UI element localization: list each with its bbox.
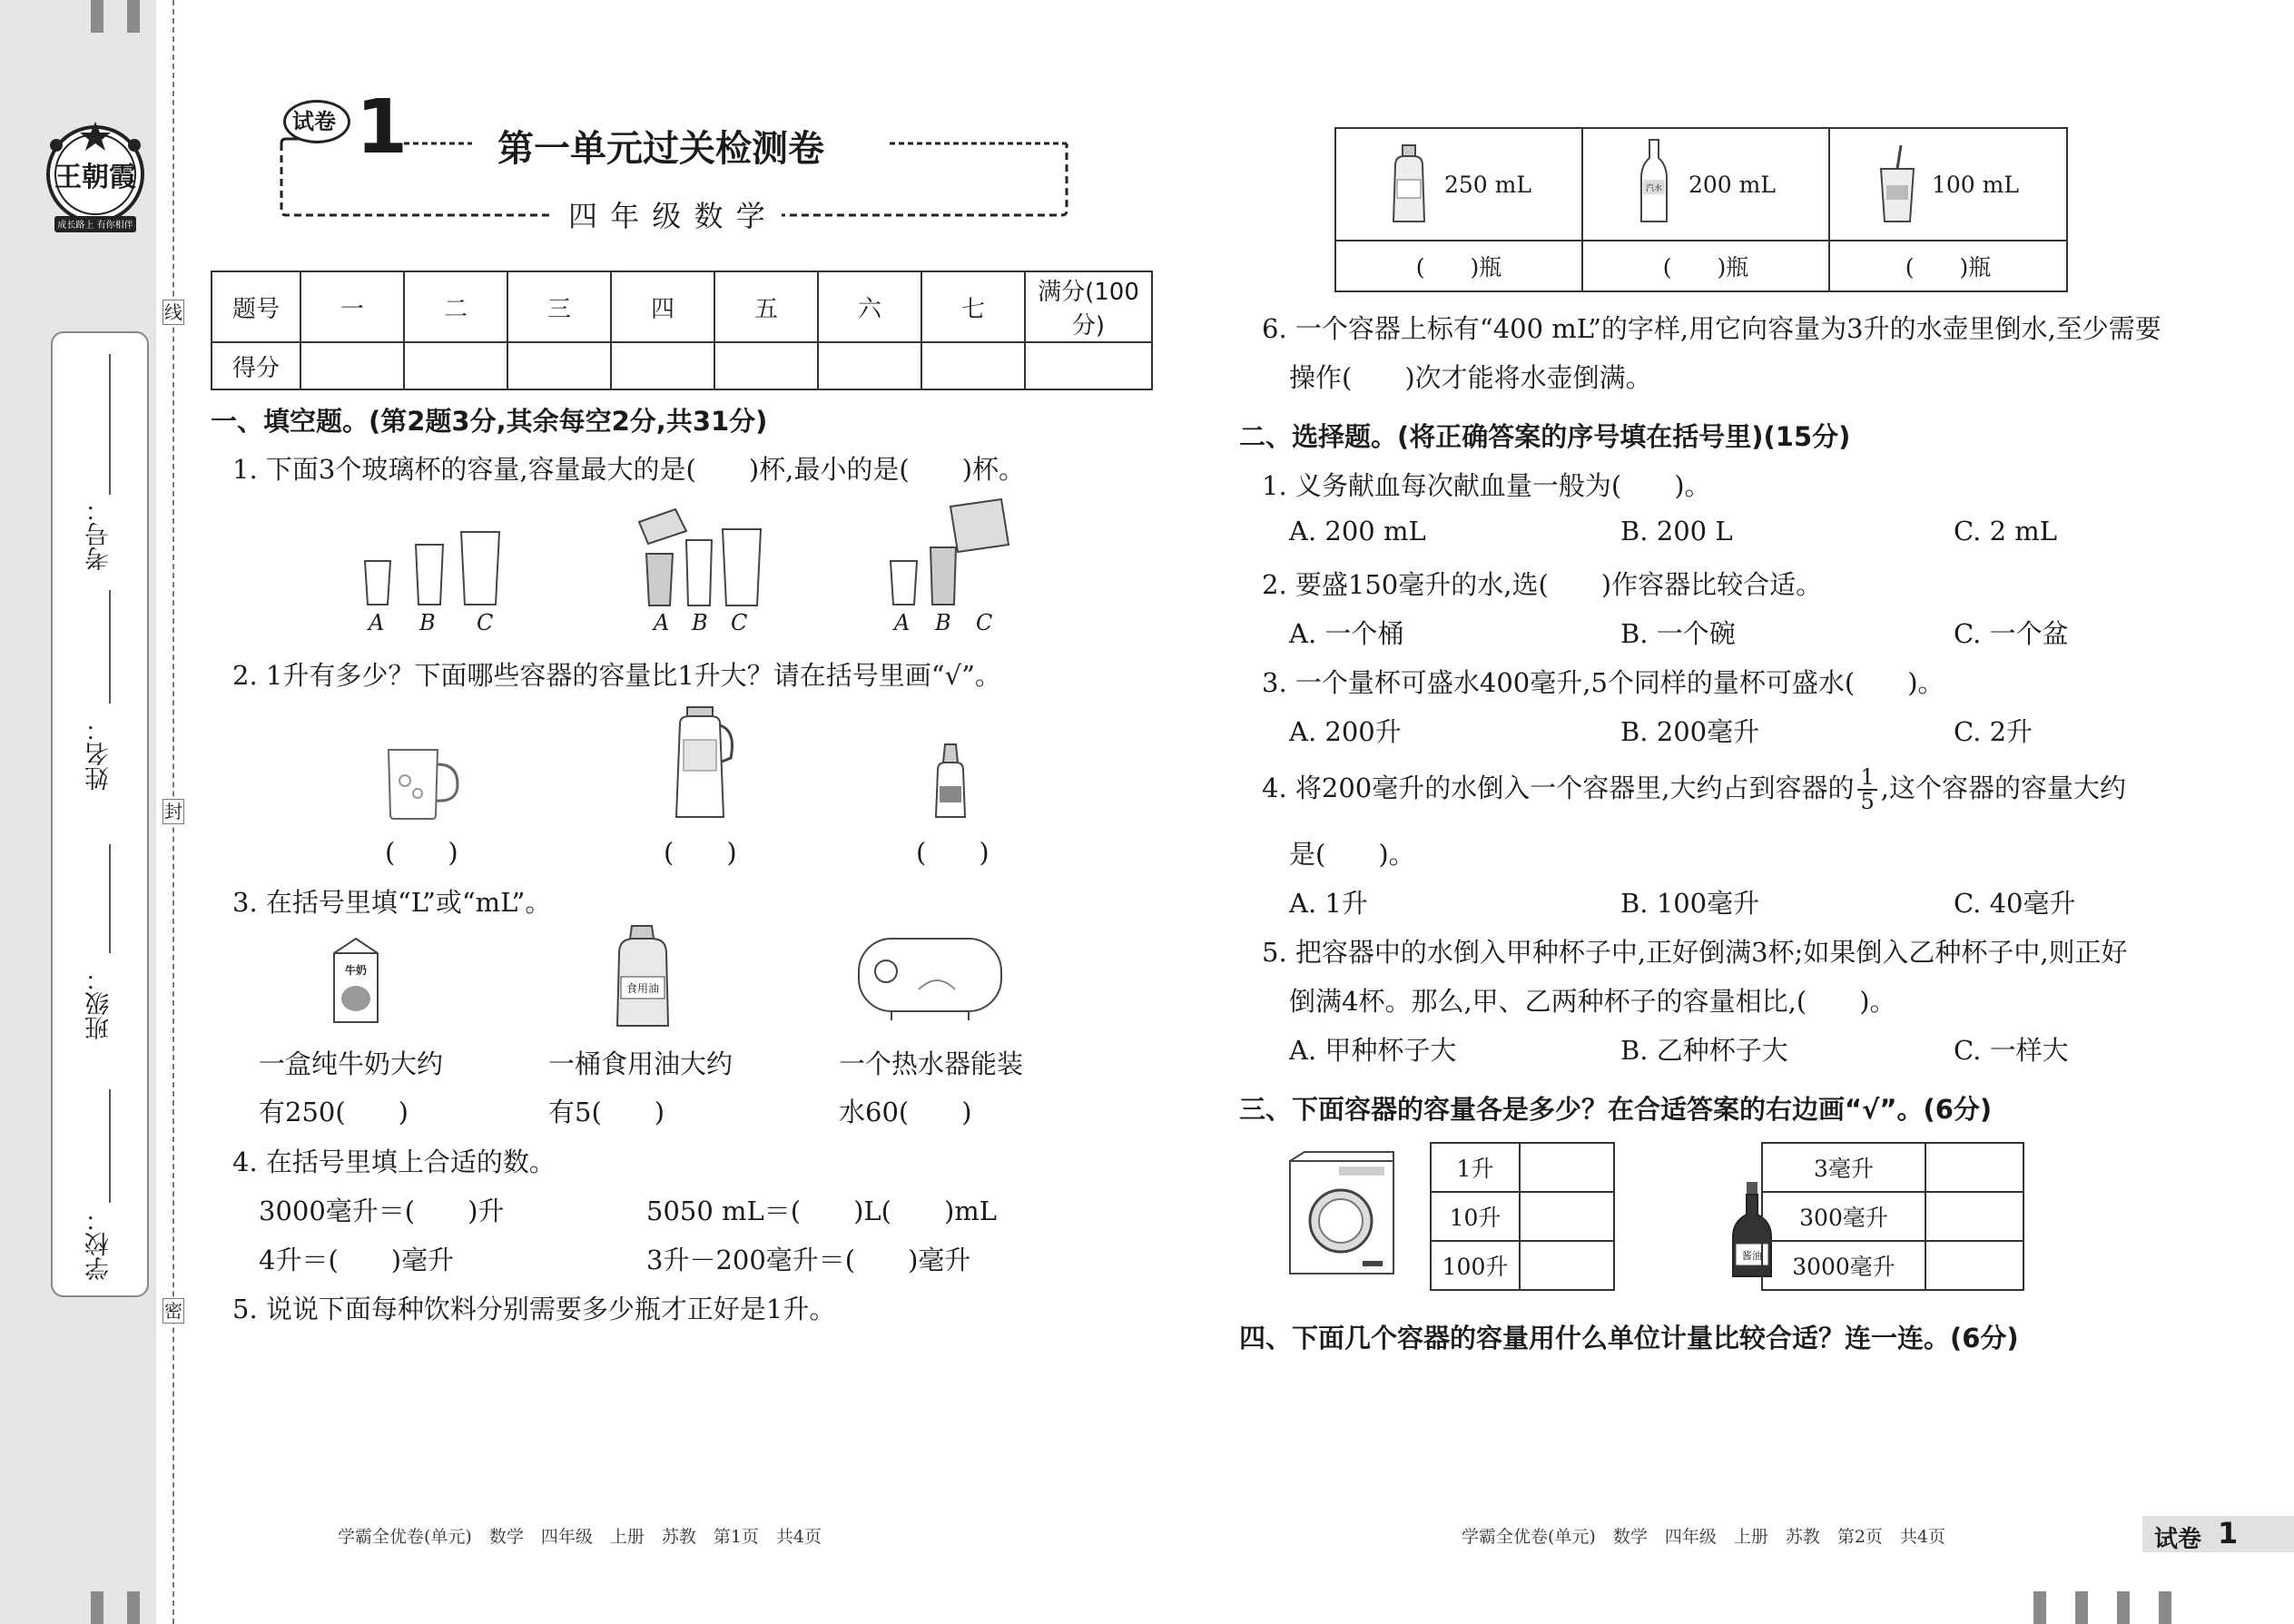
q3-item-1-line2[interactable]: 有250( ) — [259, 1097, 409, 1127]
q3-item-2-line2[interactable]: 有5( ) — [548, 1097, 665, 1127]
table-row — [1335, 241, 2067, 291]
q3-item-1-line1: 一盒纯牛奶大约 — [259, 1048, 444, 1079]
milk-carton-image — [329, 935, 383, 1026]
check-cell[interactable] — [1925, 1143, 2023, 1192]
drink-volume: 100 mL — [1931, 171, 2019, 198]
table-row — [212, 271, 1152, 342]
table-cell: 四 — [611, 271, 714, 342]
score-input-cell[interactable] — [1025, 342, 1152, 389]
drink-cell-2 — [1582, 128, 1829, 241]
crop-mark — [127, 0, 140, 33]
drink-volume: 200 mL — [1688, 171, 1776, 198]
question-2-1[interactable]: 1. 义务献血每次献血量一般为( )。 — [1262, 470, 1711, 501]
thermos-image — [667, 704, 740, 822]
option-a[interactable]: A. 一个桶 — [1289, 618, 1404, 649]
capacity-option: 3000毫升 — [1762, 1241, 1925, 1290]
drink-answer[interactable]: ( )瓶 — [1335, 241, 1582, 291]
glass-label-a: A — [369, 610, 385, 635]
check-cell[interactable] — [1520, 1143, 1614, 1192]
page-title: 第一单元过关检测卷 — [497, 128, 824, 170]
capacity-option: 1升 — [1431, 1143, 1520, 1192]
option-b[interactable]: B. 一个碗 — [1620, 618, 1736, 649]
check-cell[interactable] — [1520, 1192, 1614, 1241]
q3-item-3-line2[interactable]: 水60( ) — [839, 1097, 972, 1127]
question-2-2[interactable]: 2. 要盛150毫升的水,选( )作容器比较合适。 — [1262, 569, 1823, 600]
option-c[interactable]: C. 一样大 — [1954, 1035, 2069, 1066]
xingming-line[interactable] — [109, 590, 111, 704]
page-tag-number: 1 — [2218, 1516, 2239, 1550]
score-input-cell[interactable] — [714, 342, 818, 389]
option-a[interactable]: A. 200升 — [1289, 716, 1402, 747]
answer-paren[interactable]: ( ) — [385, 837, 458, 868]
score-input-cell[interactable] — [300, 342, 404, 389]
eyedrop-bottle-image — [930, 743, 971, 820]
option-b[interactable]: B. 200 L — [1620, 516, 1733, 546]
glass-label-c: C — [477, 610, 494, 635]
option-b[interactable]: B. 乙种杯子大 — [1620, 1035, 1788, 1066]
question-2-4 — [1262, 759, 2126, 817]
check-cell[interactable] — [1520, 1241, 1614, 1290]
table-cell: 题号 — [212, 271, 300, 342]
table-row — [1431, 1241, 1614, 1290]
xuexiao-label: 学校： — [85, 1207, 113, 1281]
table-cell: 二 — [404, 271, 507, 342]
kaohao-line[interactable] — [109, 354, 111, 495]
footer-left: 学霸全优卷(单元) 数学 四年级 上册 苏教 第1页 共4页 — [338, 1527, 822, 1547]
table-row — [212, 342, 1152, 389]
q4-b[interactable]: 5050 mL＝( )L( )mL — [646, 1196, 998, 1226]
glasses-group-1 — [354, 525, 517, 606]
capacity-option: 300毫升 — [1762, 1192, 1925, 1241]
banji-line[interactable] — [109, 844, 111, 953]
fraction — [1857, 763, 1876, 814]
crop-mark — [2075, 1591, 2088, 1624]
check-cell[interactable] — [1925, 1241, 2023, 1290]
page-subtitle: 四 年 级 数 学 — [554, 193, 782, 235]
binding-mark-xian: 线 — [164, 301, 182, 323]
capacity-option: 3毫升 — [1762, 1143, 1925, 1192]
question-1-5: 5. 说说下面每种饮料分别需要多少瓶才正好是1升。 — [232, 1294, 836, 1324]
glass-label-b: B — [935, 610, 951, 635]
binding-mark-mi: 密 — [164, 1300, 182, 1322]
option-a[interactable]: A. 甲种杯子大 — [1289, 1035, 1457, 1066]
drink-cell-3 — [1829, 128, 2067, 241]
washer-capacity-table — [1430, 1142, 1615, 1291]
q4-c[interactable]: 4升＝( )毫升 — [259, 1245, 455, 1275]
table-row — [1762, 1143, 2023, 1192]
section-2-heading: 二、选择题。(将正确答案的序号填在括号里)(15分) — [1239, 421, 1851, 452]
crop-mark — [2159, 1591, 2171, 1624]
question-1-1: 1. 下面3个玻璃杯的容量,容量最大的是( )杯,最小的是( )杯。 — [232, 454, 1026, 485]
glasses-group-2 — [635, 504, 772, 608]
check-cell[interactable] — [1925, 1192, 2023, 1241]
option-c[interactable]: C. 一个盆 — [1954, 618, 2069, 649]
drink-answer[interactable]: ( )瓶 — [1582, 241, 1829, 291]
drink-answer[interactable]: ( )瓶 — [1829, 241, 2067, 291]
option-c[interactable]: C. 40毫升 — [1954, 888, 2076, 919]
answer-paren[interactable]: ( ) — [664, 837, 737, 868]
washing-machine-image — [1285, 1148, 1398, 1280]
glass-label-c: C — [976, 610, 993, 635]
table-cell: 六 — [818, 271, 921, 342]
question-2-5-line2[interactable]: 倒满4杯。那么,甲、乙两种杯子的容量相比,( )。 — [1289, 986, 1896, 1017]
badge-label: 试卷 — [292, 109, 336, 134]
oil-label: 食用油 — [625, 982, 659, 995]
question-1-3: 3. 在括号里填“L”或“mL”。 — [232, 887, 552, 918]
section-4-heading: 四、下面几个容器的容量用什么单位计量比较合适？连一连。(6分) — [1239, 1323, 2019, 1353]
crop-mark — [127, 1591, 140, 1624]
score-input-cell[interactable] — [507, 342, 611, 389]
option-c[interactable]: C. 2升 — [1954, 716, 2033, 747]
q3-item-3-line1: 一个热水器能装 — [839, 1048, 1024, 1079]
answer-paren[interactable]: ( ) — [916, 837, 989, 868]
question-2-5-line1: 5. 把容器中的水倒入甲种杯子中,正好倒满3杯;如果倒入乙种杯子中,则正好 — [1262, 937, 2128, 968]
table-cell: 得分 — [212, 342, 300, 389]
drink-table — [1334, 127, 2068, 292]
crop-mark — [91, 1591, 103, 1624]
glass-label-b: B — [419, 610, 436, 635]
crop-mark — [2033, 1591, 2046, 1624]
question-1-4: 4. 在括号里填上合适的数。 — [232, 1147, 556, 1177]
question-1-6-line2[interactable]: 操作( )次才能将水壶倒满。 — [1289, 362, 1652, 393]
glass-label-a: A — [654, 610, 670, 635]
cup-with-straw-icon — [1877, 143, 1917, 225]
fraction-numerator: 1 — [1857, 766, 1876, 791]
banji-label: 班级： — [85, 967, 113, 1040]
section-3-heading: 三、下面容器的容量各是多少？在合适答案的右边画“√”。(6分) — [1239, 1094, 1993, 1125]
water-heater-image — [855, 935, 1005, 1021]
capacity-option: 10升 — [1431, 1192, 1520, 1241]
publisher-logo — [36, 118, 154, 245]
juice-bottle-icon — [1386, 143, 1432, 225]
table-row — [1762, 1192, 2023, 1241]
crop-mark — [91, 0, 103, 33]
q4-text-post: ,这个容器的容量大约 — [1880, 773, 2126, 803]
bottle-capacity-table — [1761, 1142, 2024, 1291]
score-input-cell[interactable] — [404, 342, 507, 389]
table-cell: 三 — [507, 271, 611, 342]
option-a[interactable]: A. 200 mL — [1289, 516, 1426, 546]
soda-bottle — [1636, 138, 1672, 231]
table-row — [1335, 128, 2067, 241]
oil-bottle-image — [606, 924, 679, 1029]
q4-text-pre: 4. 将200毫升的水倒入一个容器里,大约占到容器的 — [1262, 773, 1855, 803]
xingming-label: 姓名： — [85, 717, 113, 791]
kaohao-label: 考号： — [85, 497, 113, 571]
table-cell: 五 — [714, 271, 818, 342]
milk-label: 牛奶 — [344, 964, 367, 977]
crop-mark — [2117, 1591, 2130, 1624]
binding-mark-feng: 封 — [164, 801, 182, 822]
question-2-4-line2[interactable]: 是( )。 — [1289, 839, 1415, 870]
student-info-card — [51, 331, 149, 1297]
capacity-option: 100升 — [1431, 1241, 1520, 1290]
option-b[interactable]: B. 100毫升 — [1620, 888, 1760, 919]
table-cell: 七 — [921, 271, 1025, 342]
glass-label-b: B — [692, 610, 708, 635]
q4-d[interactable]: 3升－200毫升＝( )毫升 — [646, 1245, 971, 1275]
table-row — [1431, 1192, 1614, 1241]
question-1-2: 2. 1升有多少？下面哪些容器的容量比1升大？请在括号里画“√”。 — [232, 660, 1001, 691]
score-table — [211, 271, 1153, 390]
soy-label: 酱油 — [1742, 1250, 1762, 1262]
section-1-heading: 一、填空题。(第2题3分,其余每空2分,共31分) — [211, 406, 768, 437]
footer-right: 学霸全优卷(单元) 数学 四年级 上册 苏教 第2页 共4页 — [1462, 1527, 1946, 1547]
test-number: 1 — [356, 84, 409, 171]
drink-cell-1 — [1335, 128, 1582, 241]
score-input-cell[interactable] — [921, 342, 1025, 389]
logo-slogan: 成长路上 有你相伴 — [57, 221, 133, 231]
drink-volume: 250 mL — [1443, 171, 1531, 198]
table-row — [1762, 1241, 2023, 1290]
table-row — [1431, 1143, 1614, 1192]
page-tag-label: 试卷 — [2154, 1526, 2202, 1553]
option-b[interactable]: B. 200毫升 — [1620, 716, 1760, 747]
logo-text: 王朝霞 — [54, 162, 136, 193]
fraction-denominator: 5 — [1860, 789, 1875, 814]
glass-label-c: C — [731, 610, 748, 635]
q4-a[interactable]: 3000毫升＝( )升 — [259, 1196, 505, 1226]
question-1-6-line1: 6. 一个容器上标有“400 mL”的字样,用它向容量为3升的水壶里倒水,至少需要 — [1262, 313, 2161, 344]
q3-item-2-line1: 一桶食用油大约 — [548, 1048, 733, 1079]
glasses-group-3 — [885, 497, 1030, 608]
table-cell: 一 — [300, 271, 404, 342]
soda-label: 汽水 — [1646, 184, 1663, 193]
question-2-3[interactable]: 3. 一个量杯可盛水400毫升,5个同样的量杯可盛水( )。 — [1262, 667, 1944, 698]
mug-image — [381, 744, 463, 822]
option-c[interactable]: C. 2 mL — [1954, 516, 2058, 546]
option-a[interactable]: A. 1升 — [1289, 888, 1368, 919]
score-input-cell[interactable] — [818, 342, 921, 389]
xuexiao-line[interactable] — [109, 1089, 111, 1203]
glass-label-a: A — [894, 610, 911, 635]
score-input-cell[interactable] — [611, 342, 714, 389]
table-cell: 满分(100分) — [1025, 271, 1152, 342]
